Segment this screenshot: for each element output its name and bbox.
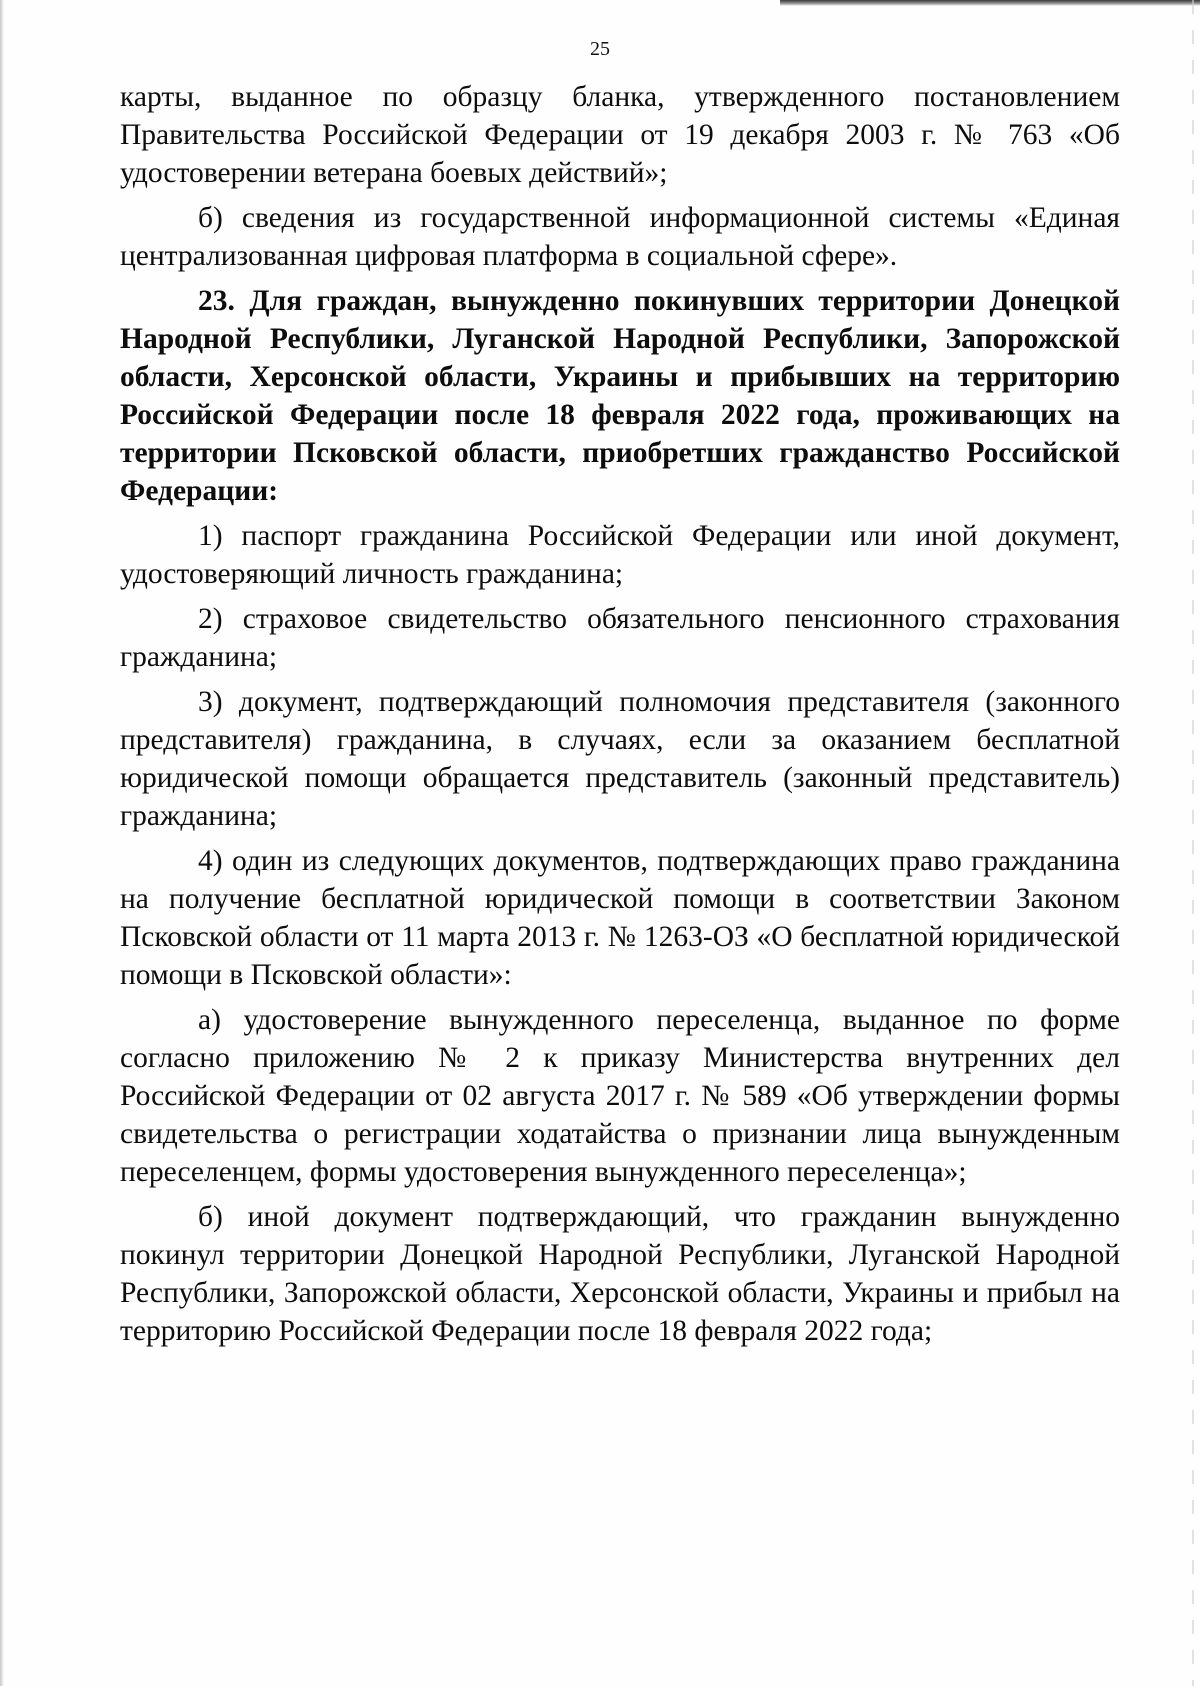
scan-edge-shadow [780,0,1200,6]
document-body [120,78,1120,1357]
paragraph-item-4: 4) один из следующих документов, подтверждающих право гражданина на получение бесплатной юридической помощи в соответствии Законом Псковской области от 11 марта 2013 г. № 1263-ОЗ «О бесплатной юридической помощи в Псковской области»: [120,845,1120,991]
paragraph-item-3: 3) документ, подтверждающий полномочия представителя (законного представителя) гражданина, в случаях, если за оказанием бесплатной юридической помощи обращается представитель (законный представитель) гражданина; [120,686,1120,832]
paragraph-item-b: б) сведения из государственной информационной системы «Единая централизованная цифровая платформа в социальной сфере». [120,202,1120,272]
paragraph-item-b-2: б) иной документ подтверждающий, что гражданин вынужденно покинул территории Донецкой Народной Республики, Луганской Народной Республики, Запорожской области, Херсонской области, Украины и прибыл на территорию Российской Федерации после 18 февраля 2022 года; [120,1201,1120,1347]
paragraph-item-2: 2) страховое свидетельство обязательного пенсионного страхования гражданина; [120,603,1120,673]
paragraph-section-23: 23. Для граждан, вынужденно покинувших территории Донецкой Народной Республики, Луганской Народной Республики, Запорожской области, Херсонской области, Украины и прибывших на территорию Российской Федерации после 18 февраля 2022 года, проживающих на территории Псковской области, приобретших гражданство Российской Федерации: [120,285,1120,507]
paragraph-continuation: карты, выданное по образцу бланка, утвержденного постановлением Правительства Российской Федерации от 19 декабря 2003 г. № 763 «Об удостоверении ветерана боевых действий»; [120,81,1120,189]
paragraph-item-1: 1) паспорт гражданина Российской Федерации или иной документ, удостоверяющий личность гражданина; [120,520,1120,590]
page-number: 25 [590,38,610,60]
scan-edge-shadow [0,0,4,1686]
paragraph-item-a: а) удостоверение вынужденного переселенца, выданное по форме согласно приложению № 2 к приказу Министерства внутренних дел Российской Федерации от 02 августа 2017 г. № 589 «Об утверждении формы свидетельства о регистрации ходатайства о признании лица вынужденным переселенцем, формы удостоверения вынужденного переселенца»; [120,1004,1120,1188]
scan-edge-shadow [1192,0,1194,1686]
